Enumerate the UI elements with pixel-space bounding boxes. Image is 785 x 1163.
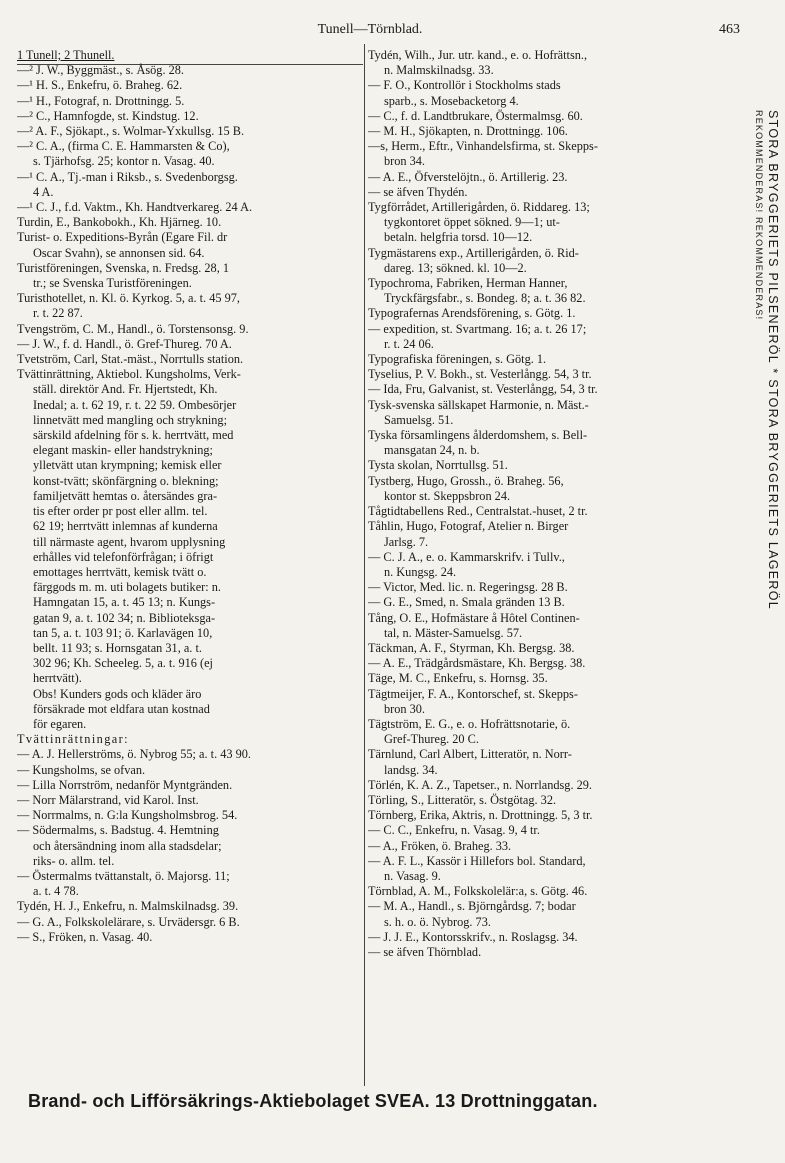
entry-line: —¹ H. S., Enkefru, ö. Braheg. 62. [17,78,183,93]
entry-line: emottages herrtvätt, kemisk tvätt o. [33,564,207,579]
entry-line: —¹ C. J., f.d. Vaktm., Kh. Handtverkareg. 24 A. [17,200,253,215]
entry-line: riks- o. allm. tel. [33,853,115,868]
entry-line: —² C., Hamnfogde, st. Kindstug. 12. [17,108,199,123]
entry-line: —² J. W., Byggmäst., s. Åsög. 28. [17,63,184,78]
entry-line: dareg. 13; sökned. kl. 10—2. [384,260,527,275]
entry-line: 302 96; Kh. Scheeleg. 5, a. t. 916 (ej [33,656,213,671]
entry-line: bron 34. [384,154,425,169]
entry-line: n. Kungsg. 24. [384,564,457,579]
entry-line: elegant maskin- eller handstrykning; [33,443,213,458]
entry-line: Tyselius, P. V. Bokh., st. Vesterlångg. 54, 3 tr. [368,367,592,382]
entry-line: tan 5, a. t. 103 91; ö. Karlavägen 10, [33,625,213,640]
entry-line: — A. E., Trädgårdsmästare, Kh. Bergsg. 38. [368,656,586,671]
entry-line: — C. C., Enkefru, n. Vasag. 9, 4 tr. [368,823,540,838]
entry-line: Tryckfärgsfabr., s. Bondeg. 8; a. t. 36 82. [384,291,586,306]
entry-line: — Kungsholms, se ofvan. [17,762,146,777]
entry-line: färggods m. m. uti bolagets butiker: n. [33,580,221,595]
entry-line: 4 A. [33,184,54,199]
entry-line: Törling, S., Litteratör, s. Östgötag. 32. [368,792,557,807]
entry-line: Tvetström, Carl, Stat.-mäst., Norrtulls station. [17,352,244,367]
entry-line: familjetvätt hemtas o. återsändes gra- [33,488,218,503]
entry-line: Typochroma, Fabriken, Herman Hanner, [368,276,568,291]
margin-ad-subtext: REKOMMENDERAS! REKOMMENDERAS! [754,110,764,321]
entry-line: Tägtmeijer, F. A., Kontorschef, st. Skepps- [368,686,578,701]
running-title: Tunell—Törnblad. [317,22,423,37]
entry-line: linnetvätt med mangling och strykning; [33,412,227,427]
entry-line: — Ida, Fru, Galvanist, st. Vesterlångg, 54, 3 tr. [368,382,598,397]
entry-line: Tärnlund, Carl Albert, Litteratör, n. Norr- [368,747,572,762]
entry-line: landsg. 34. [384,762,438,777]
entry-line: — se äfven Thydén. [368,184,468,199]
entry-line: Tvättinrättningar: [17,732,129,747]
entry-line: — G. E., Smed, n. Smala gränden 13 B. [368,595,565,610]
entry-line: mansgatan 24, n. b. [384,443,480,458]
left-column [17,48,363,945]
entry-line: ylletvätt utan krympning; kemisk eller [33,458,222,473]
entry-line: Täge, M. C., Enkefru, s. Hornsg. 35. [368,671,548,686]
entry-line: erhålles vid telefonförfrågan; i öfrigt [33,549,214,564]
entry-line: a. t. 4 78. [33,884,79,899]
entry-line: tr.; se Svenska Turistföreningen. [33,276,192,291]
entry-line: Samuelsg. 51. [384,412,454,427]
entry-line: — Norrmalms, n. G:la Kungsholmsbrog. 54. [17,808,238,823]
entry-line: — S., Fröken, n. Vasag. 40. [17,929,153,944]
entry-line: tis efter order pr post eller allm. tel. [33,504,208,519]
entry-line: bron 30. [384,701,425,716]
entry-line: Tång, O. E., Hofmästare å Hôtel Continen- [368,610,580,625]
entry-line: Täckman, A. F., Styrman, Kh. Bergsg. 38. [368,640,575,655]
entry-line: Tystberg, Hugo, Grossh., ö. Braheg. 56, [368,473,564,488]
entry-line: Tygmästarens exp., Artillerigården, ö. Rid- [368,245,579,260]
entry-line: — M. H., Sjökapten, n. Drottningg. 106. [368,124,568,139]
entry-line: tygkontoret öppet sökned. 9—1; ut- [384,215,560,230]
entry-line: gatan 9, a. t. 102 34; n. Biblioteksga- [33,610,216,625]
entry-line: 62 19; herrtvätt inlemnas af kunderna [33,519,218,534]
entry-line: särskild afdelning för s. k. herrtvätt, med [33,428,234,443]
entry-line: Gref-Thureg. 20 C. [384,732,479,747]
entry-line: försäkrade mot eldfara utan kostnad [33,701,210,716]
entry-line: Obs! Kunders gods och kläder äro [33,686,202,701]
entry-line: — M. A., Handl., s. Björngårdsg. 7; bodar [368,899,576,914]
entry-line: — Östermalms tvättanstalt, ö. Majorsg. 11; [17,868,230,883]
entry-line: Typografernas Arendsförening, s. Götg. 1. [368,306,576,321]
entry-line: — se äfven Thörnblad. [368,944,482,959]
entry-line: Typografiska föreningen, s. Götg. 1. [368,352,547,367]
entry-line: — J. J. E., Kontorsskrifv., n. Roslagsg. 34. [368,929,578,944]
entry-line: Turistföreningen, Svenska, n. Fredsg. 28, 1 [17,260,230,275]
entry-line: — A. F. L., Kassör i Hillefors bol. Standard, [368,853,586,868]
entry-line: — expedition, st. Svartmang. 16; a. t. 26 17; [368,321,587,336]
entry-line: — Södermalms, s. Badstug. 4. Hemtning [17,823,219,838]
entry-line: — C. J. A., e. o. Kammarskrifv. i Tullv., [368,549,565,564]
entry-line: Tvengström, C. M., Handl., ö. Torstensonsg. 9. [17,321,249,336]
entry-line: Tysta skolan, Norrtullsg. 51. [368,458,508,473]
column-divider [364,44,365,1086]
entry-line: Turdin, E., Bankobokh., Kh. Hjärneg. 10. [17,215,222,230]
footer-advertisement: Brand- och Lifförsäkrings-Aktiebolaget SVEA. 13 Drottninggatan. [28,1091,598,1111]
entry-line: Tydén, H. J., Enkefru, n. Malmskilnadsg. 39. [17,899,239,914]
entry-line: — Victor, Med. lic. n. Regeringsg. 28 B. [368,580,568,595]
entry-line: Tydén, Wilh., Jur. utr. kand., e. o. Hofrättsn., [368,48,588,62]
entry-line: Törnberg, Erika, Aktris, n. Drottningg. 5, 3 tr. [368,808,593,823]
margin-ad-text: STORA BRYGGERIETS PILSENERÖL * STORA BRYGGERIETS LAGERÖL [766,110,780,611]
entry-line: Turisthotellet, n. Kl. ö. Kyrkog. 5, a. t. 45 97, [17,291,240,306]
entry-line: Törlén, K. A. Z., Tapetser., n. Norrlandsg. 29. [368,777,592,792]
entry-line: — G. A., Folkskolelärare, s. Urvädersgr. 6 B. [17,914,240,929]
entry-line: —² C. A., (firma C. E. Hammarsten & Co), [17,139,230,154]
entry-line: — Norr Mälarstrand, vid Karol. Inst. [17,792,199,807]
entry-line: —¹ H., Fotograf, n. Drottningg. 5. [17,93,185,108]
entry-line: Hamngatan 15, a. t. 45 13; n. Kungs- [33,595,216,610]
entry-line: — Lilla Norrström, nedanför Myntgränden. [17,777,233,792]
entry-line: s. h. o. ö. Nybrog. 73. [384,914,491,929]
entry-line: 1 Tunell; 2 Thunell. [17,48,115,62]
right-column [368,48,738,960]
entry-line: betaln. helgfria torsd. 10—12. [384,230,533,245]
entry-line: Tågtidtabellens Red., Centralstat.-huset, 2 tr. [368,504,588,519]
entry-line: Tygförrådet, Artillerigården, ö. Riddareg. 13; [368,200,590,215]
entry-line: ställ. direktör And. Fr. Hjertstedt, Kh. [33,382,218,397]
entry-line: och återsändning inom alla stadsdelar; [33,838,222,853]
entry-line: konst-tvätt; skönfärgning o. blekning; [33,473,219,488]
entry-line: kontor st. Skeppsbron 24. [384,488,511,503]
entry-line: Tåhlin, Hugo, Fotograf, Atelier n. Birger [368,519,569,534]
entry-line: sparb., s. Mosebacketorg 4. [384,93,519,108]
page-header [0,22,740,42]
entry-line: till närmaste agent, hvarom upplysning [33,534,226,549]
margin-advertisement [742,110,782,910]
entry-line: Turist- o. Expeditions-Byrån (Egare Fil. dr [17,230,228,245]
entry-line: — C., f. d. Landtbrukare, Östermalmsg. 60. [368,108,583,123]
entry-line: bellt. 11 93; s. Hornsgatan 31, a. t. [33,640,202,655]
entry-line: Jarlsg. 7. [384,534,429,549]
entry-line: — A. E., Öfverstelöjtn., ö. Artillerig. 23. [368,169,568,184]
entry-line: —² A. F., Sjökapt., s. Wolmar-Yxkullsg. 15 B. [17,124,245,139]
entry-line: — A. J. Hellerströms, ö. Nybrog 55; a. t. 43 90. [17,747,251,762]
entry-line: — J. W., f. d. Handl., ö. Gref-Thureg. 70 A. [17,336,232,351]
entry-line: Törnblad, A. M., Folkskolelär:a, s. Götg. 46. [368,884,588,899]
entry-line: —¹ C. A., Tj.-man i Riksb., s. Svedenborgsg. [17,169,238,184]
entry-line: r. t. 24 06. [384,336,434,351]
entry-line: —s, Herm., Eftr., Vinhandelsfirma, st. Skepps- [368,139,598,154]
page-number: 463 [719,22,740,37]
entry-line: Tvättinrättning, Aktiebol. Kungsholms, Verk- [17,367,241,382]
entry-line: r. t. 22 87. [33,306,83,321]
entry-line: s. Tjärhofsg. 25; kontor n. Vasag. 40. [33,154,215,169]
entry-line: n. Vasag. 9. [384,868,441,883]
entry-line: Tägtström, E. G., e. o. Hofrättsnotarie, ö. [368,716,571,731]
entry-line: n. Malmskilnadsg. 33. [384,63,494,78]
entry-line: Tysk-svenska sällskapet Harmonie, n. Mäst.- [368,397,589,412]
entry-line: herrtvätt). [33,671,82,686]
entry-line: Tyska församlingens ålderdomshem, s. Bell- [368,428,588,443]
entry-line: Oscar Svahn), se annonsen sid. 64. [33,245,205,260]
entry-line: tal, n. Mäster-Samuelsg. 57. [384,625,523,640]
entry-line: — A., Fröken, ö. Braheg. 33. [368,838,512,853]
entry-line: — F. O., Kontrollör i Stockholms stads [368,78,561,93]
entry-line: Inedal; a. t. 62 19, r. t. 22 59. Ombesörjer [33,397,237,412]
entry-line: för egaren. [33,716,87,731]
